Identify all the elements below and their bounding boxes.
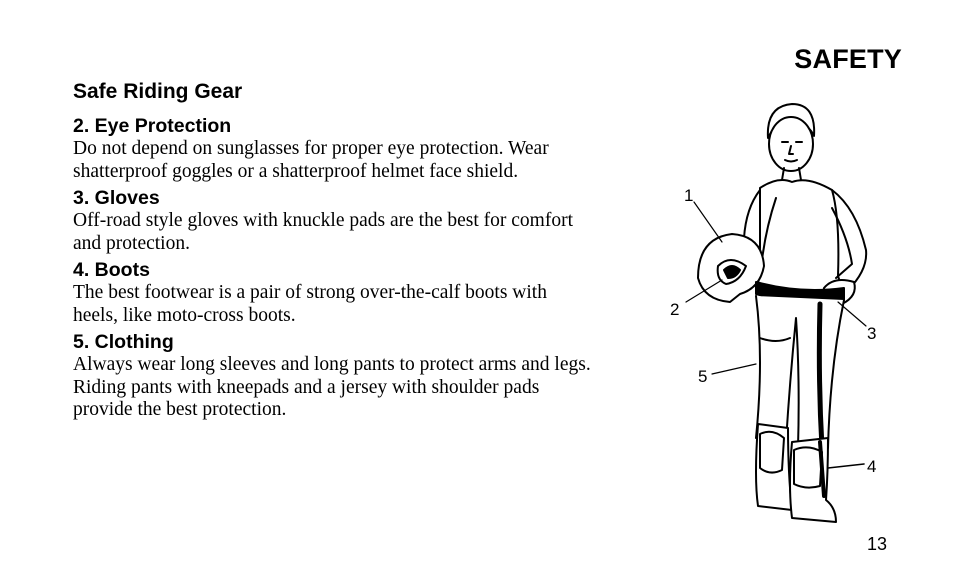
callout-3: 3 xyxy=(867,324,877,343)
callout-1: 1 xyxy=(684,186,694,205)
boot-left xyxy=(756,424,792,510)
item-heading: 4. Boots xyxy=(73,259,150,281)
item-clothing xyxy=(73,330,593,422)
callout-line-5 xyxy=(712,364,756,374)
rider-gear-illustration xyxy=(660,98,900,528)
callout-line-1 xyxy=(694,202,722,242)
item-heading: 5. Clothing xyxy=(73,331,174,353)
rider-jersey xyxy=(758,180,844,296)
callout-line-4 xyxy=(828,464,864,468)
main-content xyxy=(73,78,593,425)
page-title: Safe Riding Gear xyxy=(73,80,243,103)
page-number: 13 xyxy=(866,534,887,554)
callout-2: 2 xyxy=(670,300,680,319)
item-gloves xyxy=(73,186,593,255)
item-eye-protection xyxy=(73,114,593,183)
item-body: Always wear long sleeves and long pants to protect arms and legs. Riding pants with kneepads and a jersey with shoulder pads provide the best protection. xyxy=(73,354,591,420)
callout-5: 5 xyxy=(698,367,708,386)
item-heading: 2. Eye Protection xyxy=(73,115,232,137)
boot-right xyxy=(790,438,836,522)
item-body: Do not depend on sunglasses for proper eye protection. Wear shatterproof goggles or a shatterproof helmet face shield. xyxy=(73,138,549,182)
item-body: The best footwear is a pair of strong over-the-calf boots with heels, like moto-cross boots. xyxy=(73,282,547,326)
item-boots xyxy=(73,258,593,327)
section-header: SAFETY xyxy=(794,44,902,74)
callout-4: 4 xyxy=(867,457,877,476)
item-heading: 3. Gloves xyxy=(73,187,160,209)
item-body: Off-road style gloves with knuckle pads are the best for comfort and protection. xyxy=(73,210,573,254)
rider-head xyxy=(769,117,813,171)
